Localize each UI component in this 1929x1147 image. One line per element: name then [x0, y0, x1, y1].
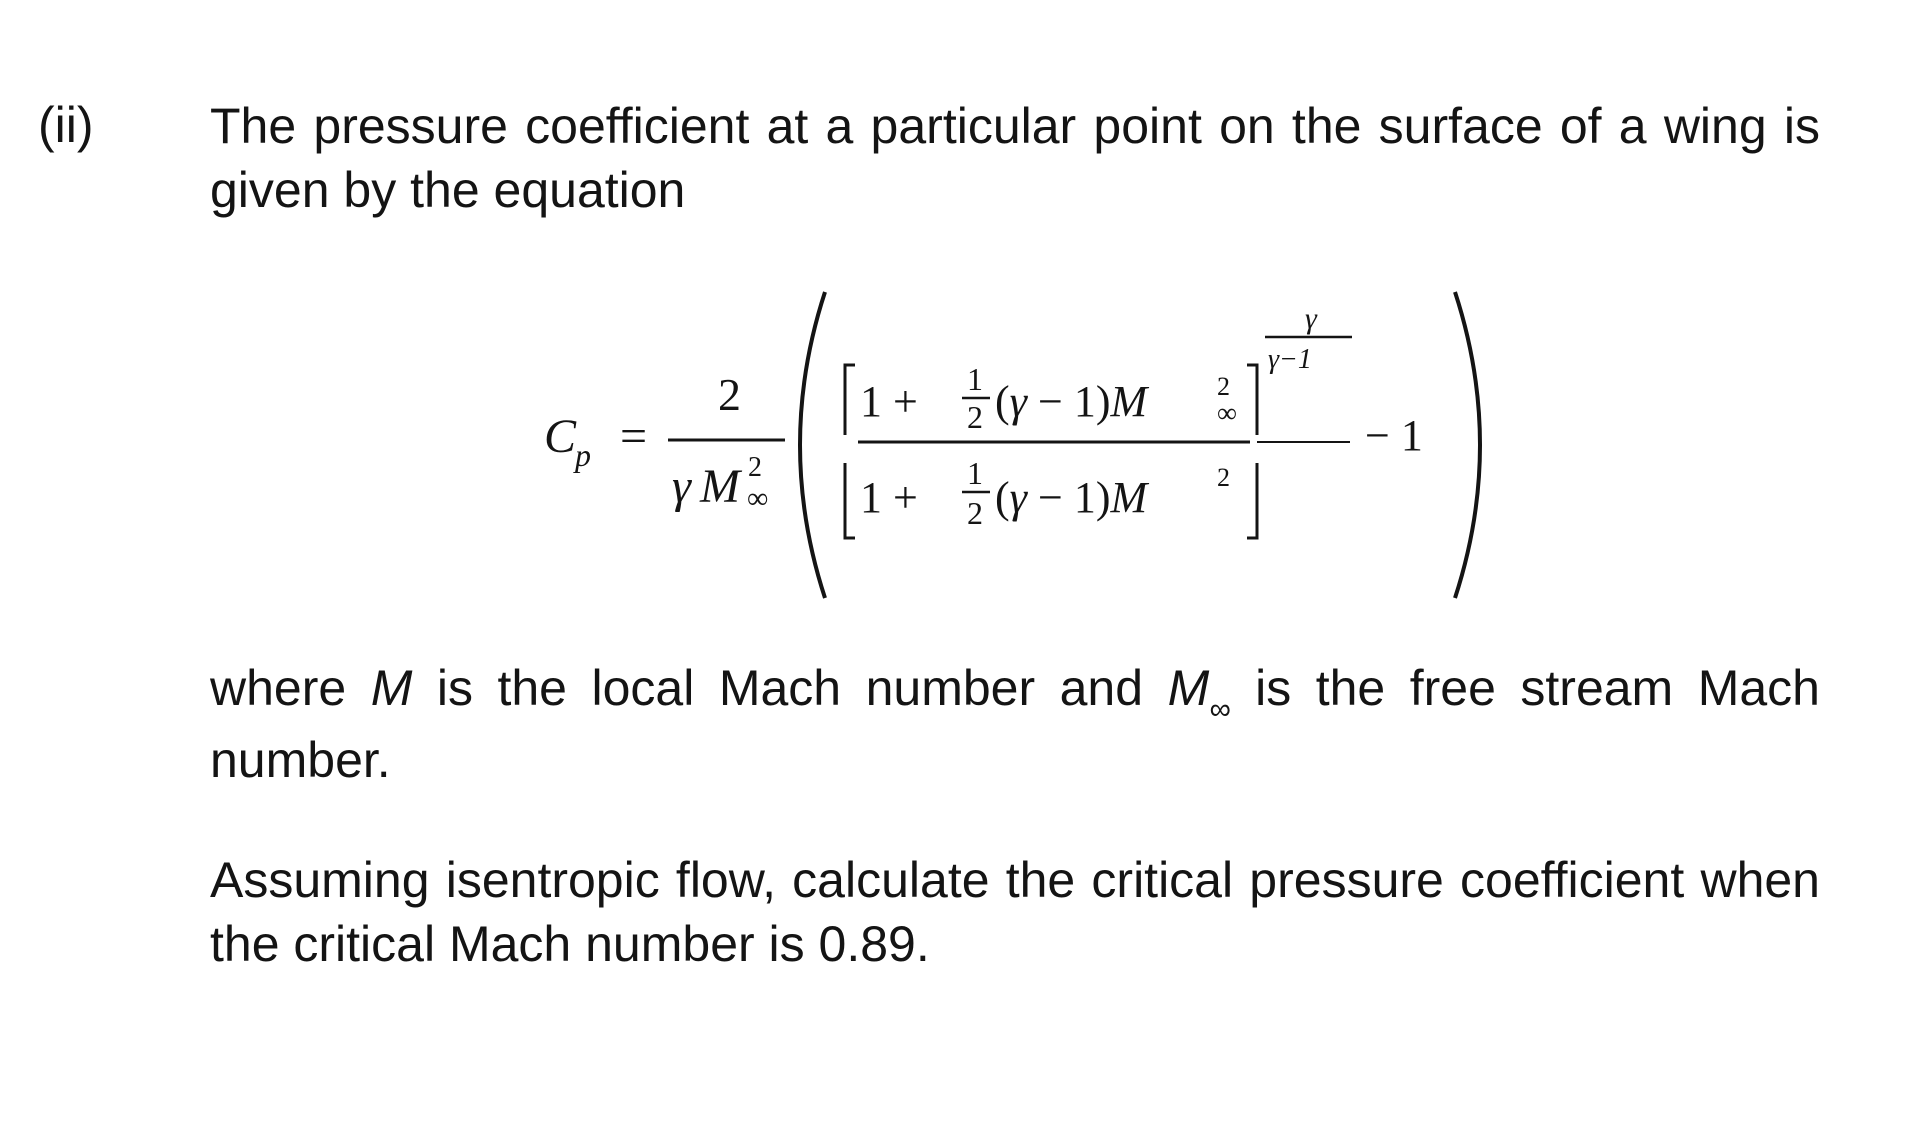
- eq-prefactor-sub: ∞: [747, 482, 769, 515]
- eq-half-den-bottom: 2: [967, 495, 983, 531]
- eq-prefactor-numerator: 2: [718, 369, 741, 420]
- eq-left-paren: [800, 292, 825, 598]
- eq-inner-den-sup: 2: [1217, 463, 1230, 492]
- eq-prefactor-sup: 2: [748, 452, 762, 483]
- eq-half-num-bottom: 2: [967, 399, 983, 435]
- eq-prefactor-M: M: [700, 460, 740, 513]
- freestream-mach-subscript: ∞: [1209, 693, 1231, 726]
- eq-exponent-num: γ: [1305, 302, 1317, 335]
- eq-exponent-den: γ−1: [1268, 344, 1312, 375]
- eq-prefactor-gamma: γ: [672, 460, 691, 513]
- eq-inner-num-rest: (γ − 1)M: [995, 377, 1148, 426]
- eq-right-bracket-top: [1247, 365, 1257, 435]
- eq-inner-num-1: 1 +: [860, 377, 918, 426]
- eq-minus-one: − 1: [1365, 411, 1423, 460]
- task-paragraph: Assuming isentropic flow, calculate the critical pressure coefficient when the critical Mach number is 0.89.: [210, 852, 1820, 972]
- eq-inner-den-rest: (γ − 1)M: [995, 473, 1148, 522]
- eq-right-bracket-bottom: [1247, 463, 1257, 538]
- where-paragraph: [210, 656, 1820, 792]
- freestream-mach-symbol: M: [1167, 660, 1210, 716]
- eq-left-bracket-bottom: [845, 463, 855, 538]
- eq-inner-num-sub: ∞: [1217, 398, 1237, 429]
- intro-paragraph: The pressure coefficient at a particular point on the surface of a wing is given by the equation: [210, 98, 1820, 218]
- where-text-3: is the free stream Mach number.: [210, 660, 1820, 788]
- pressure-coefficient-equation: [520, 280, 1520, 610]
- eq-half-den-top: 1: [967, 455, 983, 491]
- question-part-label: (ii): [38, 97, 94, 153]
- eq-right-paren: [1455, 292, 1480, 598]
- eq-inner-num-sup: 2: [1217, 372, 1230, 401]
- eq-inner-den-1: 1 +: [860, 473, 918, 522]
- where-text-2: is the local Mach number and: [412, 660, 1168, 716]
- eq-equals: =: [620, 410, 648, 463]
- eq-cp-subscript: p: [575, 437, 591, 473]
- eq-left-bracket-top: [845, 365, 855, 435]
- where-text-1: where: [210, 660, 371, 716]
- eq-half-num-top: 1: [967, 361, 983, 397]
- local-mach-symbol: M: [370, 660, 413, 716]
- eq-cp-symbol: C: [544, 410, 577, 463]
